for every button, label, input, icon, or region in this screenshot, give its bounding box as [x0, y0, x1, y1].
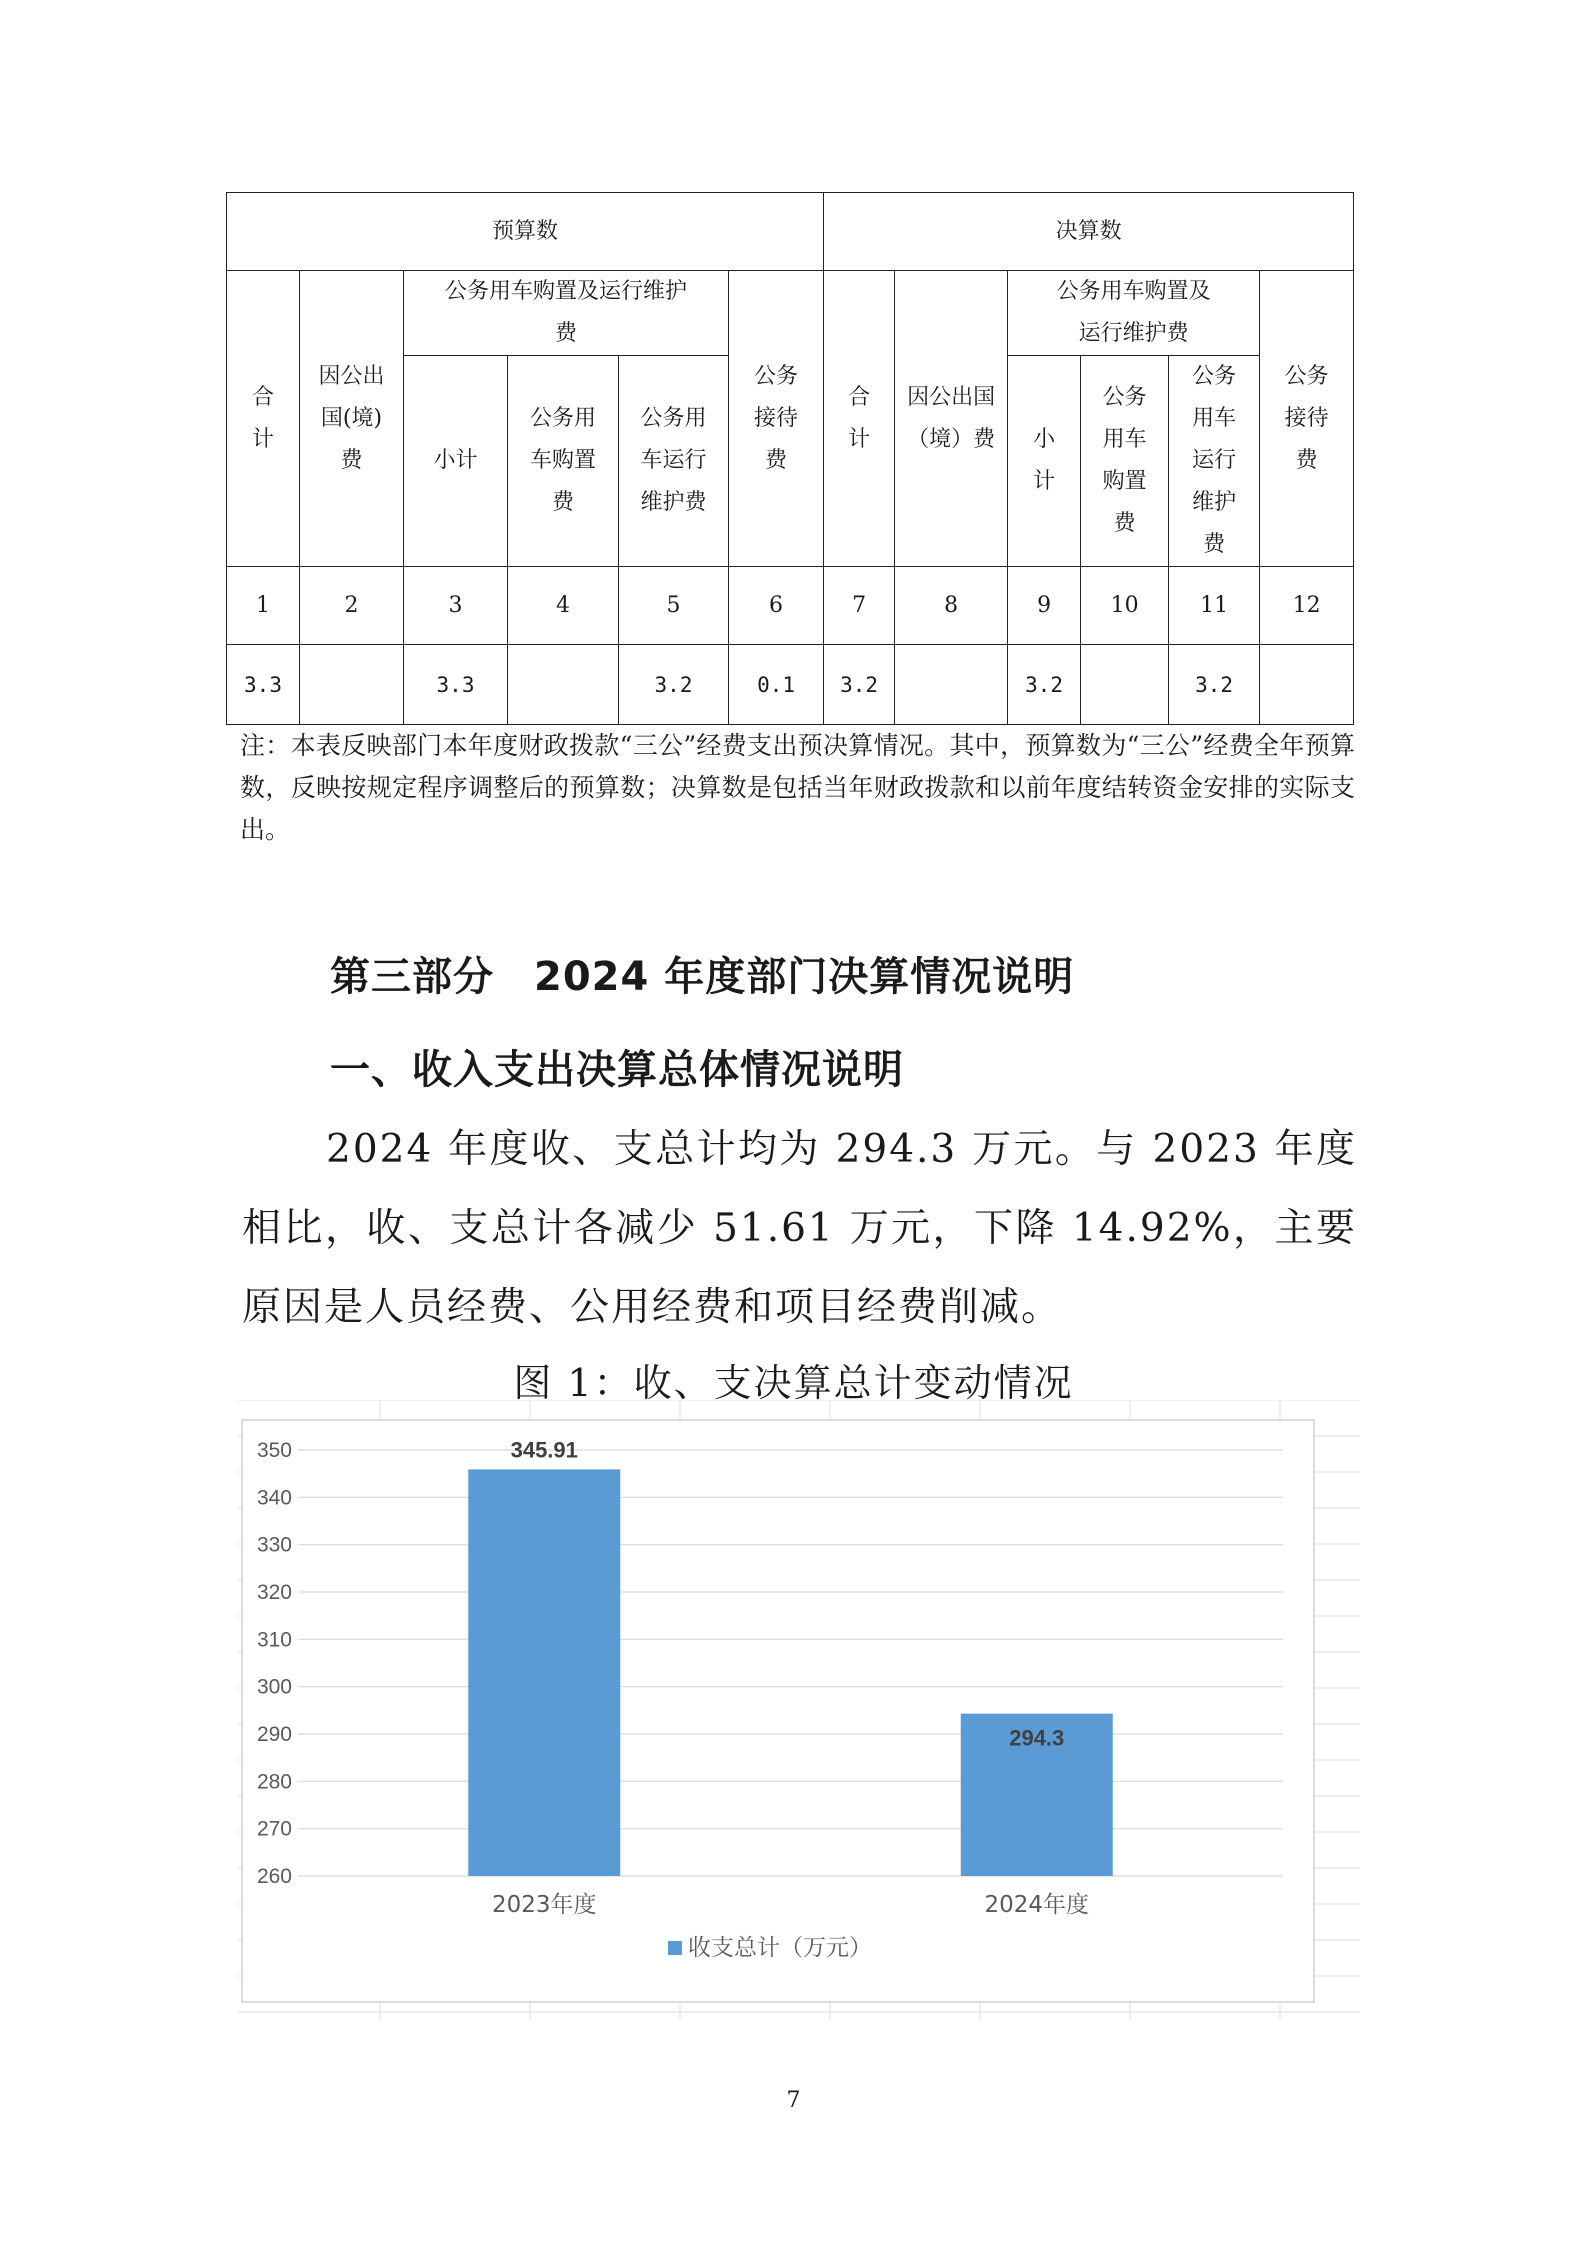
x-tick-label: 2024年度 [984, 1892, 1090, 1918]
part-label: 第三部分 [330, 954, 494, 1000]
y-tick-label: 270 [256, 1817, 292, 1841]
budget-car-group-header: 公务用车购置及运行维护费 [404, 271, 729, 356]
figure-title: 图 1：收、支决算总计变动情况 [513, 1361, 1074, 1405]
y-tick-label: 290 [256, 1723, 292, 1746]
value-cell: 3.3 [404, 645, 508, 725]
col-number: 5 [619, 567, 729, 645]
bar-chart [238, 1400, 1360, 2020]
data-label: 294.3 [1009, 1725, 1065, 1751]
final-reception-header: 公务接待费 [1260, 271, 1354, 567]
col-number: 9 [1008, 567, 1081, 645]
section-heading: 一、收入支出决算总体情况说明 [330, 1047, 904, 1093]
value-cell: 3.2 [824, 645, 895, 725]
table-note: 注：本表反映部门本年度财政拨款“三公”经费支出预决算情况。其中，预算数为“三公”经费全年预算数，反映按规定程序调整后的预算数；决算数是包括当年财政拨款和以前年度结转资金安排的实际支出。 [240, 731, 1355, 844]
budget-car-purchase-header: 公务用车购置费 [508, 356, 619, 567]
col-number: 7 [824, 567, 895, 645]
final-abroad-header: 因公出国（境）费 [895, 271, 1008, 567]
x-tick-label: 2023年度 [491, 1892, 597, 1918]
col-number: 12 [1260, 567, 1354, 645]
column-number-row [227, 567, 1354, 645]
value-cell: 3.2 [1169, 645, 1260, 725]
budget-abroad-header: 因公出国(境)费 [300, 271, 404, 567]
data-label: 345.91 [510, 1437, 578, 1463]
y-tick-label: 350 [256, 1439, 292, 1462]
value-cell [895, 645, 1008, 725]
paragraph-text: 2024 年度收、支总计均为 294.3 万元。与 2023 年度相比，收、支总计各减少 51.61 万元，下降 14.92%，主要原因是人员经费、公用经费和项目经费削减。 [242, 1127, 1357, 1330]
part-heading [330, 945, 1074, 1002]
legend-label: 收支总计（万元） [688, 1935, 872, 1961]
value-row [227, 645, 1354, 725]
y-tick-label: 330 [256, 1533, 292, 1557]
y-tick-label: 260 [256, 1865, 292, 1888]
chart-frame [242, 1420, 1314, 2002]
col-number: 8 [895, 567, 1008, 645]
budget-total-header: 合计 [227, 271, 300, 567]
col-number: 10 [1081, 567, 1169, 645]
col-number: 11 [1169, 567, 1260, 645]
col-number: 2 [300, 567, 404, 645]
y-tick-label: 300 [256, 1675, 292, 1699]
final-header: 决算数 [824, 193, 1354, 271]
col-number: 4 [508, 567, 619, 645]
value-cell: 3.2 [619, 645, 729, 725]
value-cell: 3.3 [227, 645, 300, 725]
budget-reception-header: 公务接待费 [729, 271, 824, 567]
value-cell [1081, 645, 1169, 725]
y-tick-label: 310 [256, 1628, 292, 1652]
value-cell [508, 645, 619, 725]
final-car-group-header: 公务用车购置及运行维护费 [1008, 271, 1260, 356]
y-tick-label: 320 [256, 1581, 292, 1604]
final-total-header: 合计 [824, 271, 895, 567]
budget-car-subtotal-header: 小计 [404, 356, 508, 567]
y-tick-label: 280 [256, 1770, 292, 1794]
part-title: 2024 年度部门决算情况说明 [534, 954, 1075, 1000]
final-car-subtotal-header: 小计 [1008, 356, 1081, 567]
body-paragraph [242, 1110, 1357, 1347]
three-public-expenses-table [226, 192, 1354, 725]
value-cell [1260, 645, 1354, 725]
y-tick-label: 340 [256, 1486, 292, 1510]
value-cell: 0.1 [729, 645, 824, 725]
page-number: 7 [786, 2088, 801, 2113]
col-number: 1 [227, 567, 300, 645]
final-car-operation-header: 公务用车运行维护费 [1169, 356, 1260, 567]
bar [468, 1469, 620, 1876]
value-cell [300, 645, 404, 725]
legend-swatch [668, 1941, 682, 1955]
budget-car-operation-header: 公务用车运行维护费 [619, 356, 729, 567]
value-cell: 3.2 [1008, 645, 1081, 725]
chart-svg [238, 1400, 1360, 2020]
col-number: 6 [729, 567, 824, 645]
col-number: 3 [404, 567, 508, 645]
budget-header: 预算数 [227, 193, 824, 271]
final-car-purchase-header: 公务用车购置费 [1081, 356, 1169, 567]
